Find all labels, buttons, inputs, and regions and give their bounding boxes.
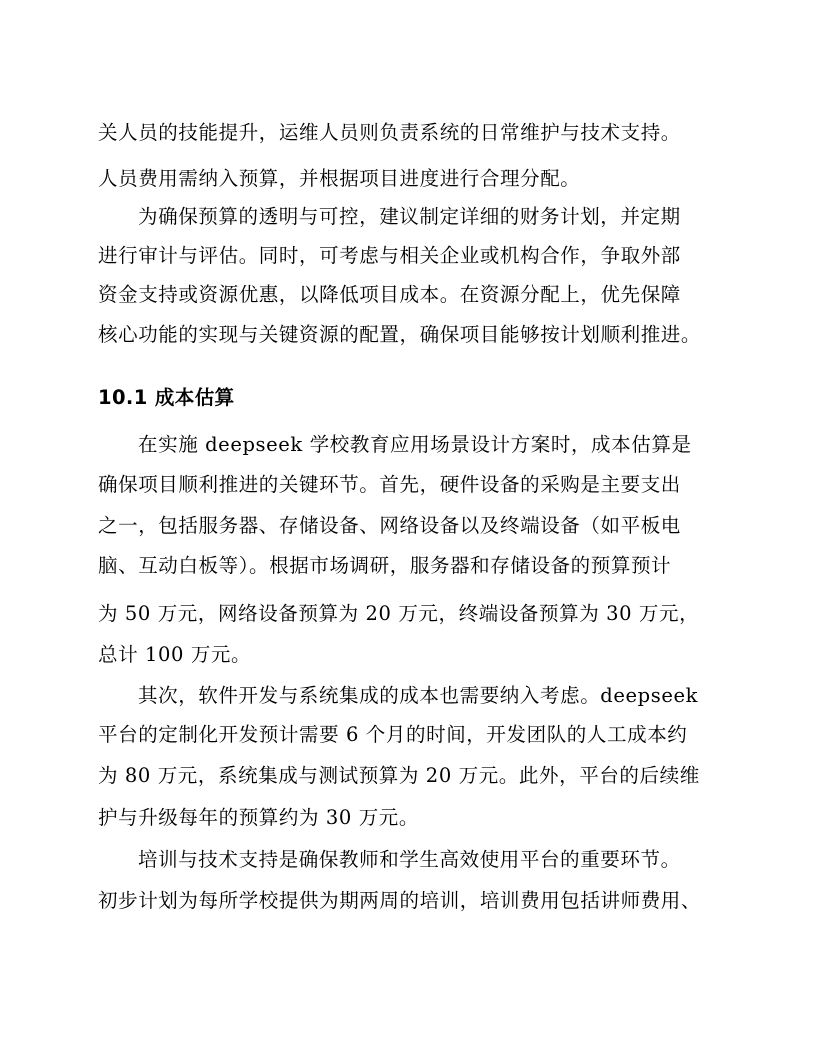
text-line: 脑、互动白板等）。根据市场调研，服务器和存储设备的预算预计	[98, 554, 672, 577]
text-line: 初步计划为每所学校提供为期两周的培训，培训费用包括讲师费用、	[98, 889, 702, 912]
section-heading: 10.1 成本估算	[98, 386, 235, 409]
text-line: 在实施 deepseek 学校教育应用场景设计方案时，成本估算是	[138, 433, 692, 456]
text-line: 之一，包括服务器、存储设备、网络设备以及终端设备（如平板电	[98, 514, 681, 537]
text-line: 平台的定制化开发预计需要 6 个月的时间，开发团队的人工成本约	[98, 723, 688, 746]
text-line: 人员费用需纳入预算，并根据项目进度进行合理分配。	[98, 167, 581, 190]
text-line: 培训与技术支持是确保教师和学生高效使用平台的重要环节。	[138, 848, 681, 871]
text-line: 资金支持或资源优惠，以降低项目成本。在资源分配上，优先保障	[98, 283, 681, 306]
text-line: 总计 100 万元。	[98, 643, 252, 666]
text-line: 确保项目顺利推进的关键环节。首先，硬件设备的采购是主要支出	[98, 473, 681, 496]
text-line: 为 80 万元，系统集成与测试预算为 20 万元。此外，平台的后续维	[98, 764, 700, 787]
text-line: 核心功能的实现与关键资源的配置，确保项目能够按计划顺利推进。	[98, 323, 702, 346]
text-line: 为 50 万元，网络设备预算为 20 万元，终端设备预算为 30 万元，	[98, 602, 700, 625]
text-line: 为确保预算的透明与可控，建议制定详细的财务计划，并定期	[138, 205, 681, 228]
text-line: 护与升级每年的预算约为 30 万元。	[98, 806, 420, 829]
text-line: 进行审计与评估。同时，可考虑与相关企业或机构合作，争取外部	[98, 244, 681, 267]
text-line: 其次，软件开发与系统集成的成本也需要纳入考虑。deepseek	[138, 684, 699, 707]
text-line: 关人员的技能提升，运维人员则负责系统的日常维护与技术支持。	[98, 121, 681, 144]
